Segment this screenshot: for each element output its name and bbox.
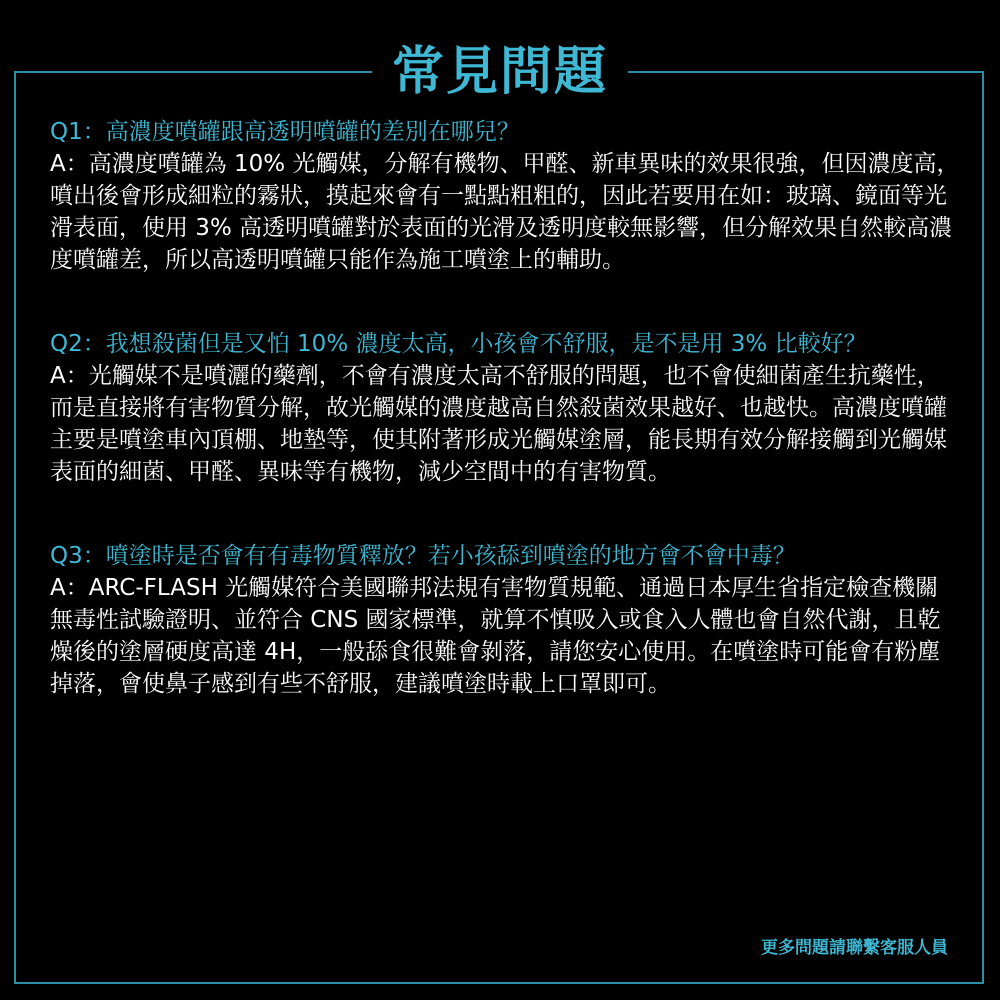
faq-answer-2: A：光觸媒不是噴灑的藥劑，不會有濃度太高不舒服的問題，也不會使細菌產生抗藥性，而是直接將有害物質分解，故光觸媒的濃度越高自然殺菌效果越好、也越快。高濃度噴罐主要是噴塗車內頂棚、地墊等，使其附著形成光觸媒塗層，能長期有效分解接觸到光觸媒表面的細菌、甲醛、異味等有機物，減少空間中的有害物質。 [50, 363, 947, 485]
faq-item-3 [50, 540, 960, 700]
faq-item-2 [50, 328, 960, 488]
frame-top-left-line [14, 71, 372, 73]
faq-list [50, 116, 960, 700]
faq-question-2: Q2：我想殺菌但是又怕 10% 濃度太高，小孩會不舒服，是不是用 3% 比較好？ [50, 331, 867, 357]
frame-top-right-line [628, 71, 984, 73]
page-title: 常見問題 [391, 42, 608, 102]
faq-question-1: Q1：高濃度噴罐跟高透明噴罐的差別在哪兒？ [50, 119, 520, 145]
contact-support-note: 更多問題請聯繫客服人員 [761, 938, 948, 958]
faq-item-1 [50, 116, 960, 276]
faq-answer-1: A：高濃度噴罐為 10% 光觸媒，分解有機物、甲醛、新車異味的效果很強，但因濃度高，噴出後會形成細粒的霧狀，摸起來會有一點點粗粗的，因此若要用在如：玻璃、鏡面等光滑表面，使用 3% 高透明噴罐對於表面的光滑及透明度較無影響，但分解效果自然較高濃度噴罐差，所以高透明噴罐只能作為施工噴塗上的輔助。 [50, 151, 960, 273]
faq-answer-3: A：ARC-FLASH 光觸媒符合美國聯邦法規有害物質規範、通過日本厚生省指定檢查機關無毒性試驗證明、並符合 CNS 國家標準，就算不慎吸入或食入人體也會自然代謝，且乾燥後的塗層硬度高達 4H，一般舔食很難會剝落，請您安心使用。在噴塗時可能會有粉塵掉落，會使鼻子感到有些不舒服，建議噴塗時載上口罩即可。 [50, 575, 941, 697]
faq-question-3: Q3：噴塗時是否會有有毒物質釋放？若小孩舔到噴塗的地方會不會中毒？ [50, 543, 796, 569]
